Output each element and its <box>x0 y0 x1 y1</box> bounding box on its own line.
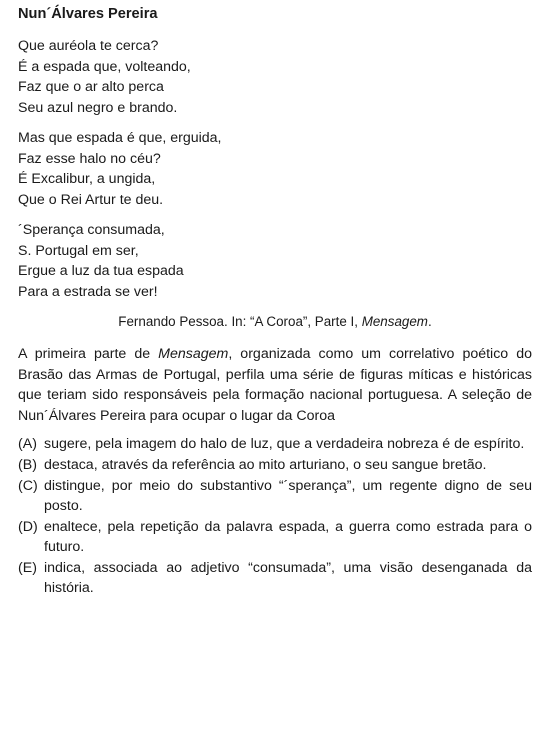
prompt-rest: , organizada como um correlativo poético do Brasão das Armas de Portugal, perfila uma série de figuras míticas e históricas que teriam sido responsáveis pela formação nacional portuguesa. A seleção de Nun´Álvares Pereira para ocupar o lugar da Coroa <box>18 346 533 424</box>
option-text: destaca, através da referência ao mito arturiano, o seu sangue bretão. <box>44 457 487 473</box>
option-c[interactable] <box>18 476 532 516</box>
verse: Faz esse halo no céu? <box>18 150 161 167</box>
option-b[interactable] <box>18 455 532 475</box>
verse: É a espada que, volteando, <box>18 58 191 75</box>
verse: É Excalibur, a ungida, <box>18 171 156 187</box>
verse: Que o Rei Artur te deu. <box>18 191 164 208</box>
option-letter: (D) <box>18 519 38 535</box>
option-text: sugere, pela imagem do halo de luz, que a verdadeira nobreza é de espírito. <box>44 436 525 452</box>
question-prompt <box>18 344 532 426</box>
option-text: distingue, por meio do substantivo “´sperança”, um regente digno de seu posto. <box>44 478 532 514</box>
option-a[interactable] <box>18 434 532 454</box>
verse: Seu azul negro e brando. <box>18 99 178 116</box>
option-text: enaltece, pela repetição da palavra espada, a guerra como estrada para o futuro. <box>44 519 532 555</box>
verse: S. Portugal em ser, <box>18 242 139 259</box>
prompt-book: Mensagem <box>158 346 229 362</box>
option-text: indica, associada ao adjetivo “consumada”, uma visão desenganada da história. <box>44 560 532 596</box>
poem-title: Nun´Álvares Pereira <box>18 6 158 22</box>
verse: Ergue a luz da tua espada <box>18 263 184 279</box>
option-letter: (A) <box>18 436 37 452</box>
stanza-1 <box>18 36 532 118</box>
verse: Mas que espada é que, erguida, <box>18 130 222 146</box>
verse: ´Sperança consumada, <box>18 222 165 238</box>
option-letter: (B) <box>18 457 37 473</box>
option-letter: (C) <box>18 478 38 494</box>
prompt-start: A primeira parte de <box>18 346 151 362</box>
option-e[interactable] <box>18 558 532 598</box>
poem-source <box>18 312 532 332</box>
source-book: Mensagem <box>361 314 428 329</box>
verse: Que auréola te cerca? <box>18 38 159 54</box>
exam-page <box>18 4 532 599</box>
stanza-2 <box>18 128 532 210</box>
verse: Faz que o ar alto perca <box>18 79 164 95</box>
option-d[interactable] <box>18 517 532 557</box>
answer-options <box>18 434 532 598</box>
verse: Para a estrada se ver! <box>18 283 158 300</box>
source-prefix: Fernando Pessoa. In: “A Coroa”, Parte I, <box>118 314 358 329</box>
option-letter: (E) <box>18 560 37 576</box>
stanza-3 <box>18 220 532 302</box>
source-suffix: . <box>427 314 432 329</box>
